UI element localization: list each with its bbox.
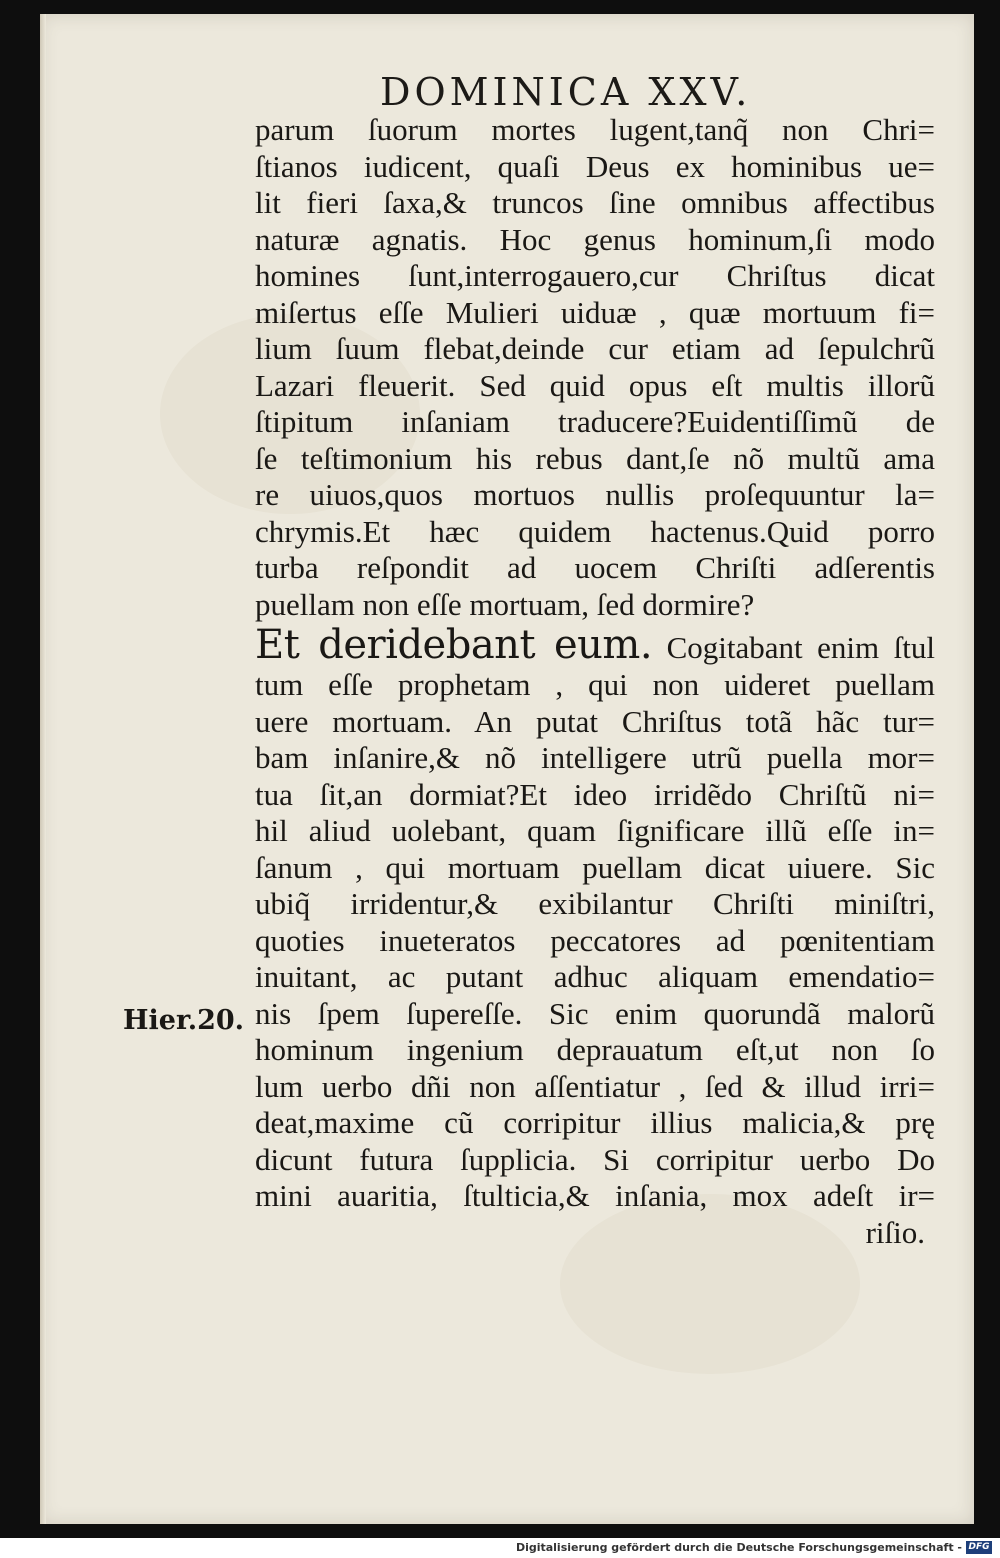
text-line: hominum ingenium deprauatum eſt,ut non ſo bbox=[255, 1032, 935, 1067]
lead-phrase: Et deridebant eum. bbox=[255, 623, 653, 667]
margin-note: Hier.20. bbox=[123, 1005, 245, 1036]
text-line: quoties inueteratos peccatores ad pœnitentiam bbox=[255, 922, 935, 958]
dfg-logo: DFG bbox=[966, 1541, 992, 1554]
text-line: tum eſſe prophetam , qui non uideret puellam bbox=[255, 667, 935, 702]
text-line: nis ſpem ſupereſſe. Sic enim quorundã malorũ bbox=[255, 995, 935, 1031]
text-line: lit fieri ſaxa,& truncos ſine omnibus affectibus bbox=[255, 185, 935, 220]
text-line: parum ſuorum mortes lugent,tanq̃ non Chri= bbox=[255, 112, 935, 147]
text-line: bam inſanire,& nõ intelligere utrũ puella mor= bbox=[255, 740, 935, 775]
text-line: uere mortuam. An putat Chriſtus totã hãc tur= bbox=[255, 703, 935, 739]
text-line: re uiuos,quos mortuos nullis proſequuntur la= bbox=[255, 477, 935, 512]
main-text bbox=[255, 112, 935, 1251]
text-line-tail: Cogitabant enim ſtul bbox=[666, 630, 935, 665]
running-head: DOMINICA XXV. bbox=[380, 70, 752, 114]
page-edge bbox=[40, 14, 46, 1524]
text-line: dicunt futura ſupplicia. Si corripitur uerbo Do bbox=[255, 1141, 935, 1177]
text-line: tua ſit,an dormiat?Et ideo irridẽdo Chriſtũ ni= bbox=[255, 776, 935, 812]
text-line: hil aliud uolebant, quam ſignificare illũ eſſe in= bbox=[255, 813, 935, 848]
text-line: lum uerbo dñi non aſſentiatur , ſed & illud irri= bbox=[255, 1068, 935, 1104]
text-line: ſanum , qui mortuam puellam dicat uiuere. Sic bbox=[255, 849, 935, 885]
text-line: lium ſuum flebat,deinde cur etiam ad ſepulchrũ bbox=[255, 331, 935, 366]
text-line: turba reſpondit ad uocem Chriſti adſerentis bbox=[255, 550, 935, 585]
text-line: deat,maxime cũ corripitur illius malicia,& prę bbox=[255, 1105, 935, 1140]
text-line: ſtianos iudicent, quaſi Deus ex hominibus ue= bbox=[255, 148, 935, 184]
text-line: puellam non eſſe mortuam, ſed dormire? bbox=[255, 586, 755, 622]
text-line: naturæ agnatis. Hoc genus hominum,ſi modo bbox=[255, 221, 935, 257]
text-line: ubiq̃ irridentur,& exibilantur Chriſti miniſtri, bbox=[255, 886, 935, 921]
text-line-lead bbox=[255, 623, 935, 667]
text-line: Lazari fleuerit. Sed quid opus eſt multis illorũ bbox=[255, 367, 935, 403]
text-line: ſtipitum inſaniam traducere?Euidentiſſimũ de bbox=[255, 404, 935, 439]
text-line: miſertus eſſe Mulieri uiduæ , quæ mortuum fi= bbox=[255, 294, 935, 330]
text-line: chrymis.Et hæc quidem hactenus.Quid porro bbox=[255, 513, 935, 549]
text-line: homines ſunt,interrogauero,cur Chriſtus dicat bbox=[255, 258, 935, 293]
footer-credit: Digitalisierung gefördert durch die Deutsche Forschungsgemeinschaft - bbox=[515, 1541, 962, 1554]
text-line-final: riſio. bbox=[865, 1214, 925, 1250]
text-line: inuitant, ac putant adhuc aliquam emendatio= bbox=[255, 959, 935, 994]
text-line: mini auaritia, ſtulticia,& inſania, mox adeſt ir= bbox=[255, 1178, 935, 1213]
text-line: ſe teſtimonium his rebus dant,ſe nõ multũ ama bbox=[255, 440, 935, 476]
